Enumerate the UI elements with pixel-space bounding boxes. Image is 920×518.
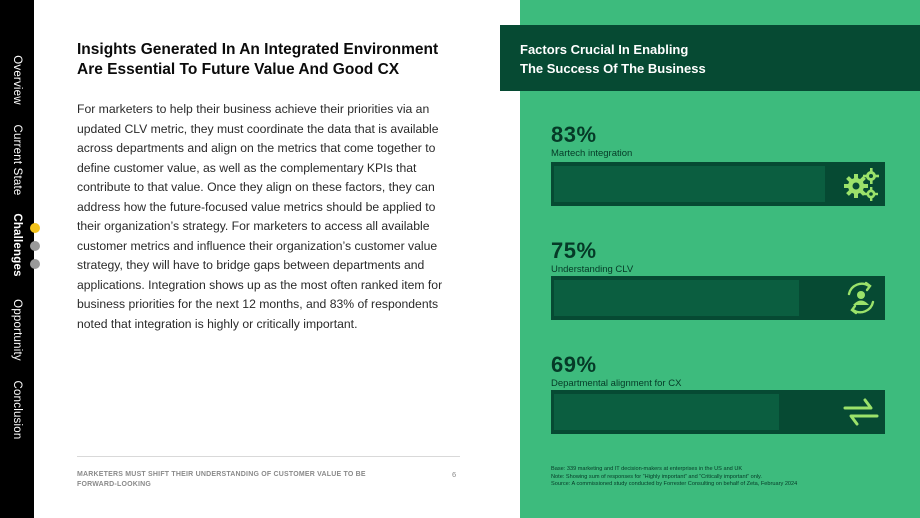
nav-item-current-state[interactable]: Current State: [11, 124, 23, 196]
nav-item-conclusion[interactable]: Conclusion: [11, 380, 23, 440]
progress-dot[interactable]: [30, 259, 40, 269]
customer-cycle-icon: [841, 278, 881, 318]
gears-icon: [841, 164, 881, 204]
stat-percent: 69%: [551, 352, 597, 377]
stat-percent: 83%: [551, 122, 597, 147]
panel-title-line-2: The Success Of The Business: [520, 61, 706, 76]
stat-label: Martech integration: [551, 148, 633, 159]
nav-item-opportunity[interactable]: Opportunity: [11, 299, 23, 361]
panel-header: [500, 25, 920, 91]
progress-dot[interactable]: [30, 241, 40, 251]
article: [77, 40, 462, 334]
chart-footnote: [551, 466, 911, 489]
stat-bar-track: [551, 390, 885, 434]
footnote-base: Base: 339 marketing and IT decision-makers at enterprises in the US and UK: [551, 466, 743, 472]
alignment-arrows-icon: [841, 392, 881, 432]
footer-divider: [77, 456, 460, 457]
stat-bar-fill: [554, 394, 779, 430]
stat-percent: 75%: [551, 238, 597, 263]
footer-chapter-title: MARKETERS MUST SHIFT THEIR UNDERSTANDING OF CUSTOMER VALUE TO BE FORWARD-LOOKING: [77, 471, 366, 488]
nav-item-overview[interactable]: Overview: [11, 55, 23, 105]
stat-bar-fill: [554, 280, 799, 316]
footnote-source: Source: A commissioned study conducted by Forrester Consulting on behalf of Zeta, February 2024: [551, 481, 798, 487]
panel-title-line-1: Factors Crucial In Enabling: [520, 42, 689, 57]
article-headline: Insights Generated In An Integrated Environment Are Essential To Future Value And Good CX: [77, 41, 439, 78]
stat-label: Understanding CLV: [551, 264, 634, 275]
stat-bar-fill: [554, 166, 825, 202]
article-body: For marketers to help their business achieve their priorities via an updated CLV metric, they must coordinate the data that is available across departments and align on the metrics that come together to define customer value, as well as the complementary KPIs that contribute to that value. Once they align on these factors, they can address how the future-focused value metrics should be applied to their organization’s strategy. For marketers to access all available customer metrics and influence their organization’s customer value strategy, they will have to bridge gaps between departments and applications. Integration shows up as the most often ranked item for business priorities for the next 12 months, and 83% of respondents noted that integration is highly or critically important.: [77, 102, 443, 331]
stat-bar-track: [551, 276, 885, 320]
stat-label: Departmental alignment for CX: [551, 378, 682, 389]
progress-dot-active[interactable]: [30, 223, 40, 233]
nav-item-challenges[interactable]: Challenges: [11, 213, 23, 277]
stats-panel: [520, 0, 920, 518]
stat-bar-track: [551, 162, 885, 206]
page-number: 6: [452, 470, 457, 479]
section-nav: [0, 0, 34, 518]
footnote-note: Note: Showing sum of responses for “Highly important” and “Critically important” only.: [551, 473, 762, 480]
